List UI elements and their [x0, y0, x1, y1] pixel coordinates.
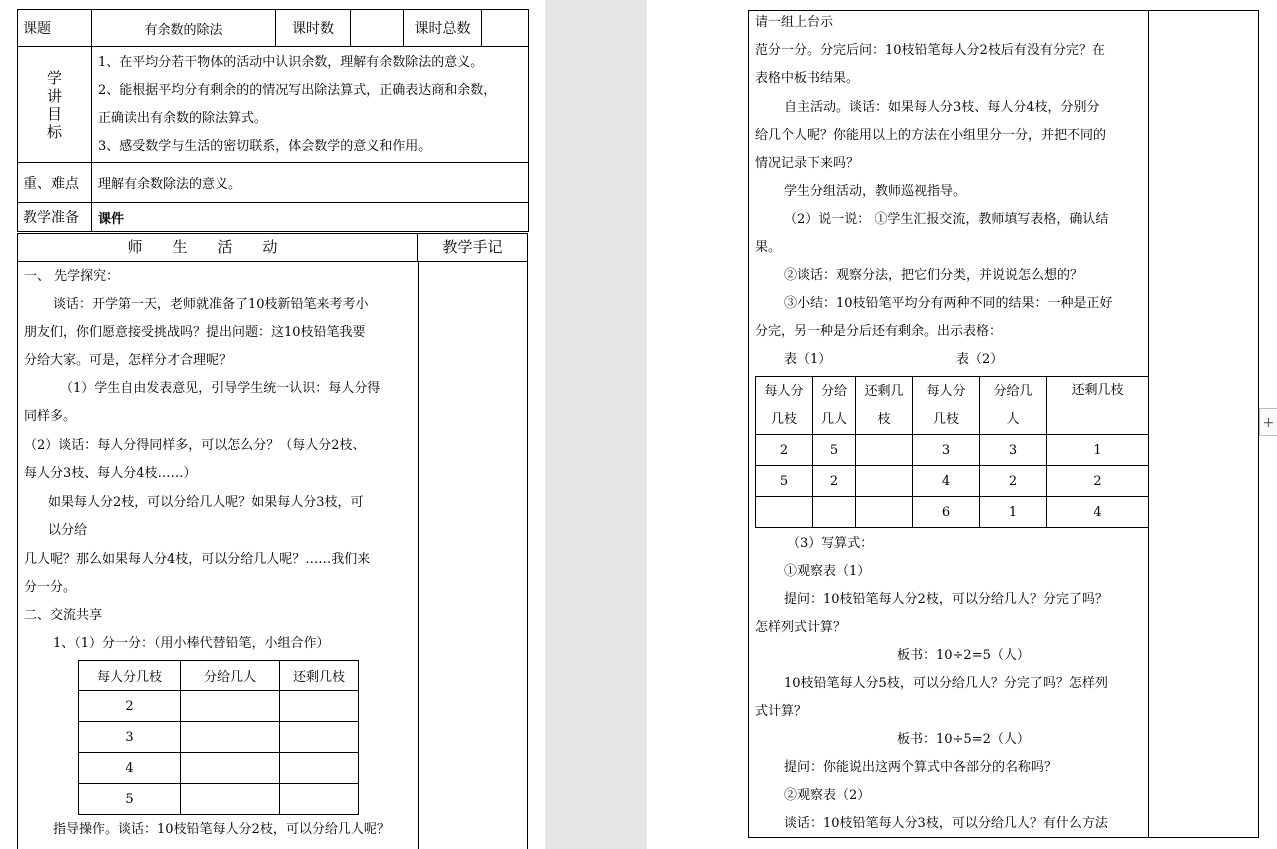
paragraph-line: 10枝铅笔每人分5枝，可以分给几人？分完了吗？怎样列 — [784, 676, 1108, 691]
table-cell: 5 — [813, 435, 856, 466]
paragraph-line: 怎样列式计算？ — [755, 620, 847, 635]
division-practice-table — [78, 660, 359, 815]
table-header — [813, 377, 856, 435]
paragraph-line: 给几个人呢？你能用以上的方法在小组里分一分，并把不同的 — [755, 128, 1107, 143]
table-cell: 5 — [79, 784, 181, 815]
paragraph-line: 果。 — [755, 240, 782, 255]
paragraph-line: 范分一分。分完后问：10枝铅笔每人分2枝后有没有分完？在 — [755, 43, 1105, 58]
header-line: 每人分 — [926, 383, 966, 399]
prep-value: 课件 — [92, 203, 529, 232]
paragraph-line: （1）学生自由发表意见，引导学生统一认识：每人分得 — [60, 381, 381, 396]
table-cell — [756, 497, 813, 528]
table-cell: 2 — [980, 466, 1047, 497]
table-cell — [856, 497, 913, 528]
goals-content — [92, 47, 529, 163]
table-cell: 4 — [913, 466, 980, 497]
header-line: 还剩几枝 — [1071, 383, 1124, 398]
table-cell: 2 — [813, 466, 856, 497]
paragraph-line: 学生分组活动，教师巡视指导。 — [784, 184, 967, 199]
key-points-label: 重、难点 — [18, 163, 92, 203]
header-line: 分给 — [820, 383, 847, 399]
hours-label: 课时数 — [276, 10, 351, 47]
prep-label: 教学准备 — [18, 203, 92, 232]
table-header: 还剩几枝 — [280, 661, 359, 691]
header-line: 几人 — [820, 411, 847, 427]
paragraph-line: 分完，另一种是分后还有剩余。出示表格： — [755, 324, 1003, 339]
paragraph-line: 几人呢？那么如果每人分4枝，可以分给几人呢？……我们来 — [24, 552, 371, 567]
table-cell: 2 — [756, 435, 813, 466]
total-hours-value — [482, 10, 529, 47]
paragraph-line: 如果每人分2枝，可以分给几人呢？如果每人分3枝，可 — [48, 495, 364, 510]
paragraph-line: ①观察表（1） — [784, 564, 871, 579]
section-heading: 二、交流共享 — [24, 608, 103, 623]
table-cell: 4 — [79, 753, 181, 784]
paragraph-line: 提问：你能说出这两个算式中各部分的名称吗？ — [784, 760, 1058, 775]
table-header — [756, 377, 813, 435]
paragraph-line: 自主活动。谈话：如果每人分3枝、每人分4枝，分别分 — [784, 100, 1100, 115]
subject-value: 有余数的除法 — [92, 10, 276, 47]
table-cell — [280, 753, 359, 784]
formula-line: 板书：10÷2=5（人） — [897, 648, 1030, 663]
subject-label: 课题 — [18, 10, 92, 47]
total-hours-label: 课时总数 — [404, 10, 482, 47]
document-page-left — [0, 0, 545, 849]
header-line: 几枝 — [770, 411, 797, 427]
paragraph-line: （2）谈话：每人分得同样多，可以怎么分？（每人分2枝、 — [24, 438, 366, 453]
notes-header: 教学手记 — [418, 234, 527, 262]
paragraph-line: 一、 先学探究： — [24, 269, 120, 284]
division-results-table — [755, 376, 1149, 528]
table-header — [980, 377, 1047, 435]
table-header — [856, 377, 913, 435]
paragraph-line: （2）说一说： ①学生汇报交流，教师填写表格，确认结 — [784, 212, 1109, 227]
table-cell — [181, 784, 280, 815]
table-cell — [280, 722, 359, 753]
goals-label — [18, 47, 92, 163]
paragraph-line: 同样多。 — [24, 409, 77, 424]
goals-label-char: 目 — [46, 104, 62, 123]
table-header: 每人分几枝 — [79, 661, 181, 691]
paragraph-line: 提问：10枝铅笔每人分2枝，可以分给几人？分完了吗？ — [784, 592, 1108, 607]
paragraph-line: 每人分3枝、每人分4枝……） — [24, 466, 197, 481]
table-cell: 3 — [79, 722, 181, 753]
paragraph-line: 分一分。 — [24, 580, 77, 595]
table-cell: 1 — [980, 497, 1047, 528]
paragraph-line: 谈话：10枝铅笔每人分3枝，可以分给几人？有什么方法 — [784, 816, 1108, 831]
paragraph-line: ②观察表（2） — [784, 788, 871, 803]
table-cell — [280, 691, 359, 722]
paragraph-line: 式计算？ — [755, 704, 808, 719]
table-cell — [280, 784, 359, 815]
table-caption: 表（2） — [956, 352, 1004, 367]
table-cell: 4 — [1047, 497, 1149, 528]
goals-label-char: 标 — [46, 122, 62, 141]
table-cell — [813, 497, 856, 528]
goals-label-char: 讲 — [46, 86, 62, 105]
header-line: 每人分 — [764, 383, 804, 399]
header-line: 人 — [1006, 411, 1020, 427]
add-page-button[interactable]: + — [1259, 408, 1277, 436]
table-caption: 表（1） — [784, 352, 832, 367]
goal-line: 正确读出有余数的除法算式。 — [98, 110, 268, 126]
paragraph-line: ③小结：10枝铅笔平均分有两种不同的结果：一种是正好 — [784, 296, 1113, 311]
lesson-header-table — [17, 9, 529, 232]
table-cell — [856, 466, 913, 497]
paragraph-line: 以分给 — [48, 523, 88, 538]
paragraph-line: 情况记录下来吗？ — [755, 156, 860, 171]
table-cell: 3 — [913, 435, 980, 466]
table-cell — [856, 435, 913, 466]
table-header — [1047, 377, 1149, 435]
paragraph-line: 朋友们，你们愿意接受挑战吗？提出问题：这10枝铅笔我要 — [24, 325, 366, 340]
header-line: 分给几 — [993, 383, 1033, 399]
formula-line: 板书：10÷5=2（人） — [897, 732, 1030, 747]
goal-line: 3、感受数学与生活的密切联系，体会数学的意义和作用。 — [98, 138, 432, 154]
paragraph-line: 分给大家。可是，怎样分才合理呢？ — [24, 353, 233, 368]
paragraph-line: 指导操作。谈话：10枝铅笔每人分2枝，可以分给几人呢？ — [53, 822, 390, 837]
header-line: 还剩几 — [864, 383, 904, 399]
table-cell — [181, 722, 280, 753]
table-header: 分给几人 — [181, 661, 280, 691]
paragraph-line: 1、（1）分一分：（用小棒代替铅笔，小组合作） — [53, 636, 330, 651]
activity-header: 师生活动 — [18, 234, 418, 262]
column-divider — [418, 262, 419, 849]
table-cell: 2 — [1047, 466, 1149, 497]
header-line: 枝 — [877, 411, 891, 427]
header-line: 几枝 — [932, 411, 959, 427]
paragraph-line: ②谈话：观察分法，把它们分类，并说说怎么想的？ — [784, 268, 1084, 283]
table-cell: 1 — [1047, 435, 1149, 466]
goal-line: 1、在平均分若干物体的活动中认识余数，理解有余数除法的意义。 — [98, 54, 484, 70]
key-points-value: 理解有余数除法的意义。 — [92, 163, 529, 203]
paragraph-line: 谈话：开学第一天，老师就准备了10枝新铅笔来考考小 — [53, 297, 369, 312]
hours-value — [351, 10, 404, 47]
table-cell: 2 — [79, 691, 181, 722]
goals-label-char: 学 — [46, 68, 62, 87]
table-cell: 3 — [980, 435, 1047, 466]
table-cell: 6 — [913, 497, 980, 528]
table-cell: 5 — [756, 466, 813, 497]
table-header — [913, 377, 980, 435]
table-cell — [181, 753, 280, 784]
paragraph-line: 表格中板书结果。 — [755, 71, 860, 86]
document-page-right — [647, 0, 1277, 849]
goal-line: 2、能根据平均分有剩余的的情况写出除法算式，正确表达商和余数， — [98, 82, 497, 98]
paragraph-line: 请一组上台示 — [755, 15, 834, 30]
paragraph-line: （3）写算式： — [787, 536, 874, 551]
table-cell — [181, 691, 280, 722]
